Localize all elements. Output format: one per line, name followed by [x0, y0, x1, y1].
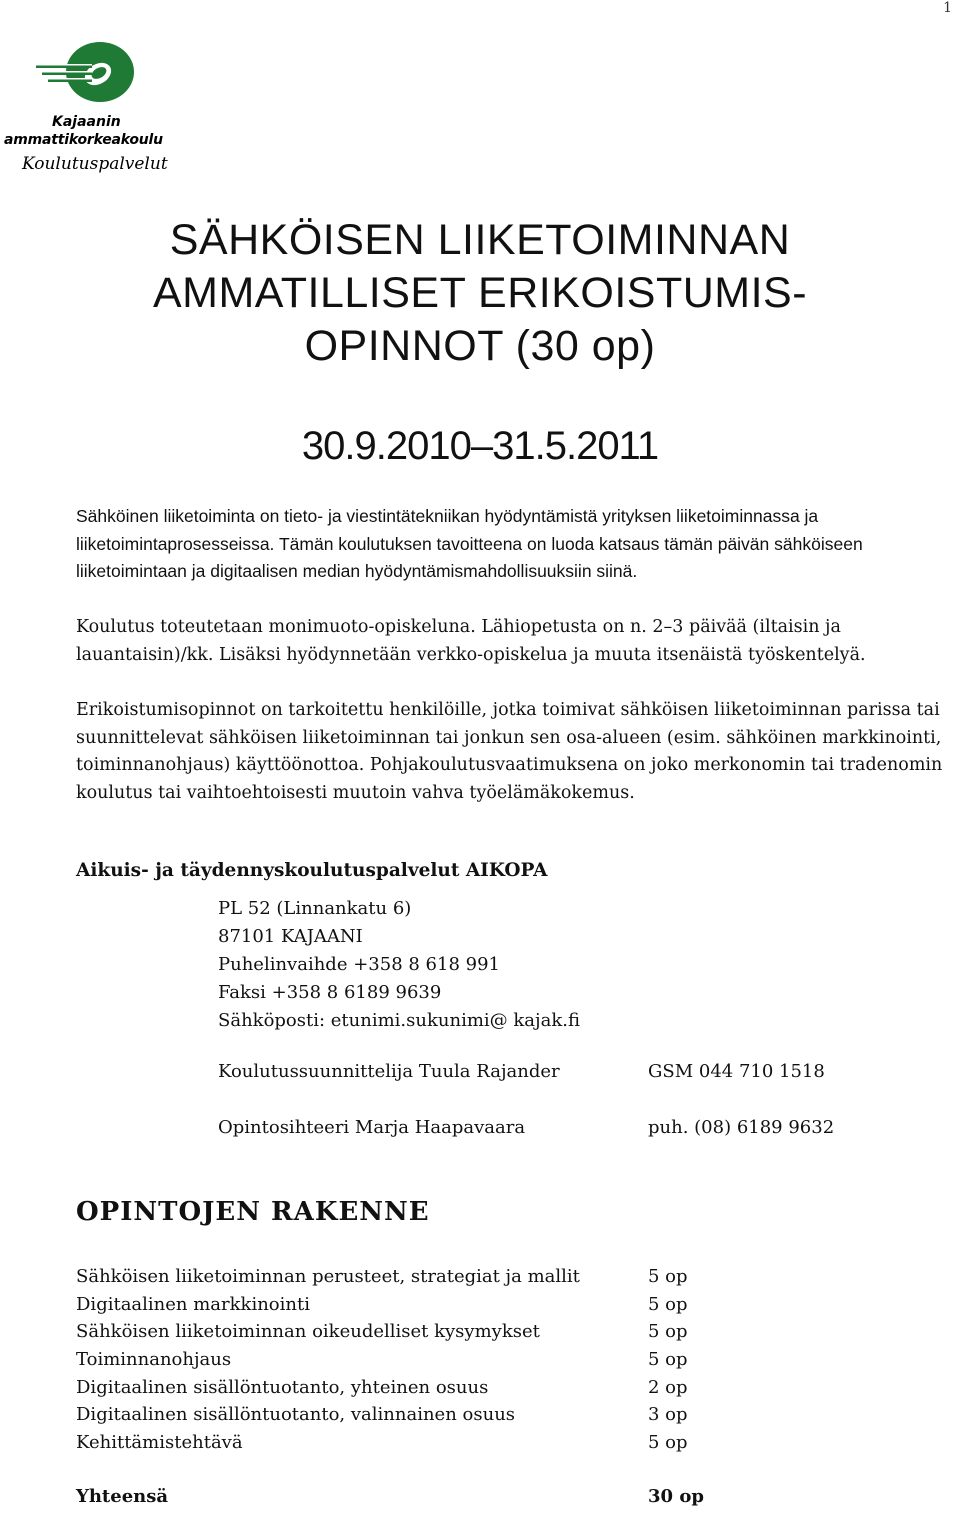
course-name: Digitaalinen sisällöntuotanto, yhteinen osuus	[76, 1376, 489, 1398]
logo-text-line1: Kajaanin	[52, 114, 121, 130]
contact-person-phone: puh. (08) 6189 9632	[648, 1117, 835, 1138]
course-name: Kehittämistehtävä	[76, 1432, 243, 1454]
address-line: Puhelinvaihde +358 8 618 991	[218, 954, 500, 975]
title-line1: SÄHKÖISEN LIIKETOIMINNAN	[169, 216, 791, 264]
course-name: Digitaalinen sisällöntuotanto, valinnainen osuus	[76, 1404, 516, 1426]
date-range: 30.9.2010–31.5.2011	[301, 424, 659, 468]
contact-person-name: Opintosihteeri Marja Haapavaara	[218, 1117, 526, 1138]
page-number: 1	[943, 0, 952, 16]
course-name: Sähköisen liiketoiminnan oikeudelliset kysymykset	[76, 1321, 540, 1343]
address-line: 87101 KAJAANI	[218, 926, 363, 947]
address-line: PL 52 (Linnankatu 6)	[218, 898, 412, 919]
course-credits: 5 op	[648, 1293, 688, 1315]
course-name: Sähköisen liiketoiminnan perusteet, strategiat ja mallit	[76, 1266, 580, 1287]
course-name: Digitaalinen markkinointi	[76, 1293, 310, 1315]
structure-heading: OPINTOJEN RAKENNE	[76, 1197, 430, 1227]
email-line: Sähköposti: etunimi.sukunimi@ kajak.fi	[218, 1010, 580, 1031]
course-credits: 5 op	[648, 1349, 688, 1371]
course-credits: 3 op	[648, 1404, 688, 1426]
document-title	[0, 214, 960, 373]
course-credits: 5 op	[648, 1266, 688, 1287]
format-paragraph: Koulutus toteutetaan monimuoto-opiskeluna. Lähiopetusta on n. 2–3 päivää (iltaisin ja lauantaisin)/kk. Lisäksi hyödynnetään verkko-opiskelua ja muuta itsenäistä työskentelyä.	[76, 617, 866, 665]
kamk-logo-icon	[28, 36, 138, 116]
course-list	[76, 1263, 876, 1457]
address-line: Faksi +358 8 6189 9639	[218, 982, 442, 1003]
course-credits: 5 op	[648, 1321, 688, 1343]
total-credits: 30 op	[648, 1486, 704, 1507]
course-name: Toiminnanohjaus	[76, 1349, 232, 1371]
address-block	[218, 895, 580, 1035]
contact-heading: Aikuis- ja täydennyskoulutuspalvelut AIKOPA	[76, 860, 548, 881]
title-line3: OPINNOT (30 op)	[304, 322, 656, 370]
audience-paragraph: Erikoistumisopinnot on tarkoitettu henkilöille, jotka toimivat sähköisen liiketoiminnan parissa tai suunnittelevat sähköisen liiketoiminnan tai jonkun sen osa-alueen (esim. sähköinen markkinointi, toiminnanohjaus) käyttöönottoa. Pohjakoulutusvaatimuksena on joko merkonomin tai tradenomin koulutus tai vaihtoehtoisesti muutoin vahva työelämäkokemus.	[76, 700, 943, 803]
contact-person-name: Koulutussuunnittelija Tuula Rajander	[218, 1061, 560, 1082]
logo-text-line3: Koulutuspalvelut	[22, 154, 168, 174]
course-row	[76, 1291, 876, 1319]
course-row	[76, 1318, 876, 1346]
contact-person-phone: GSM 044 710 1518	[648, 1061, 825, 1082]
intro-paragraph: Sähköinen liiketoiminta on tieto- ja viestintätekniikan hyödyntämistä yrityksen liiketoiminnassa ja liiketoimintaprosesseissa. Tämän koulutuksen tavoitteena on luoda katsaus tämän päivän sähköiseen liiketoimintaan ja digitaalisen median hyödyntämismahdollisuuksiin siinä.	[76, 506, 863, 581]
logo-text-line2: ammattikorkeakoulu	[4, 132, 163, 148]
total-label: Yhteensä	[76, 1486, 169, 1507]
course-row	[76, 1429, 876, 1457]
course-row	[76, 1374, 876, 1402]
course-credits: 2 op	[648, 1376, 688, 1398]
course-row	[76, 1346, 876, 1374]
course-row	[76, 1263, 876, 1291]
logo	[4, 36, 168, 174]
title-line2: AMMATILLISET ERIKOISTUMIS-	[152, 269, 808, 317]
course-row	[76, 1401, 876, 1429]
course-credits: 5 op	[648, 1432, 688, 1454]
